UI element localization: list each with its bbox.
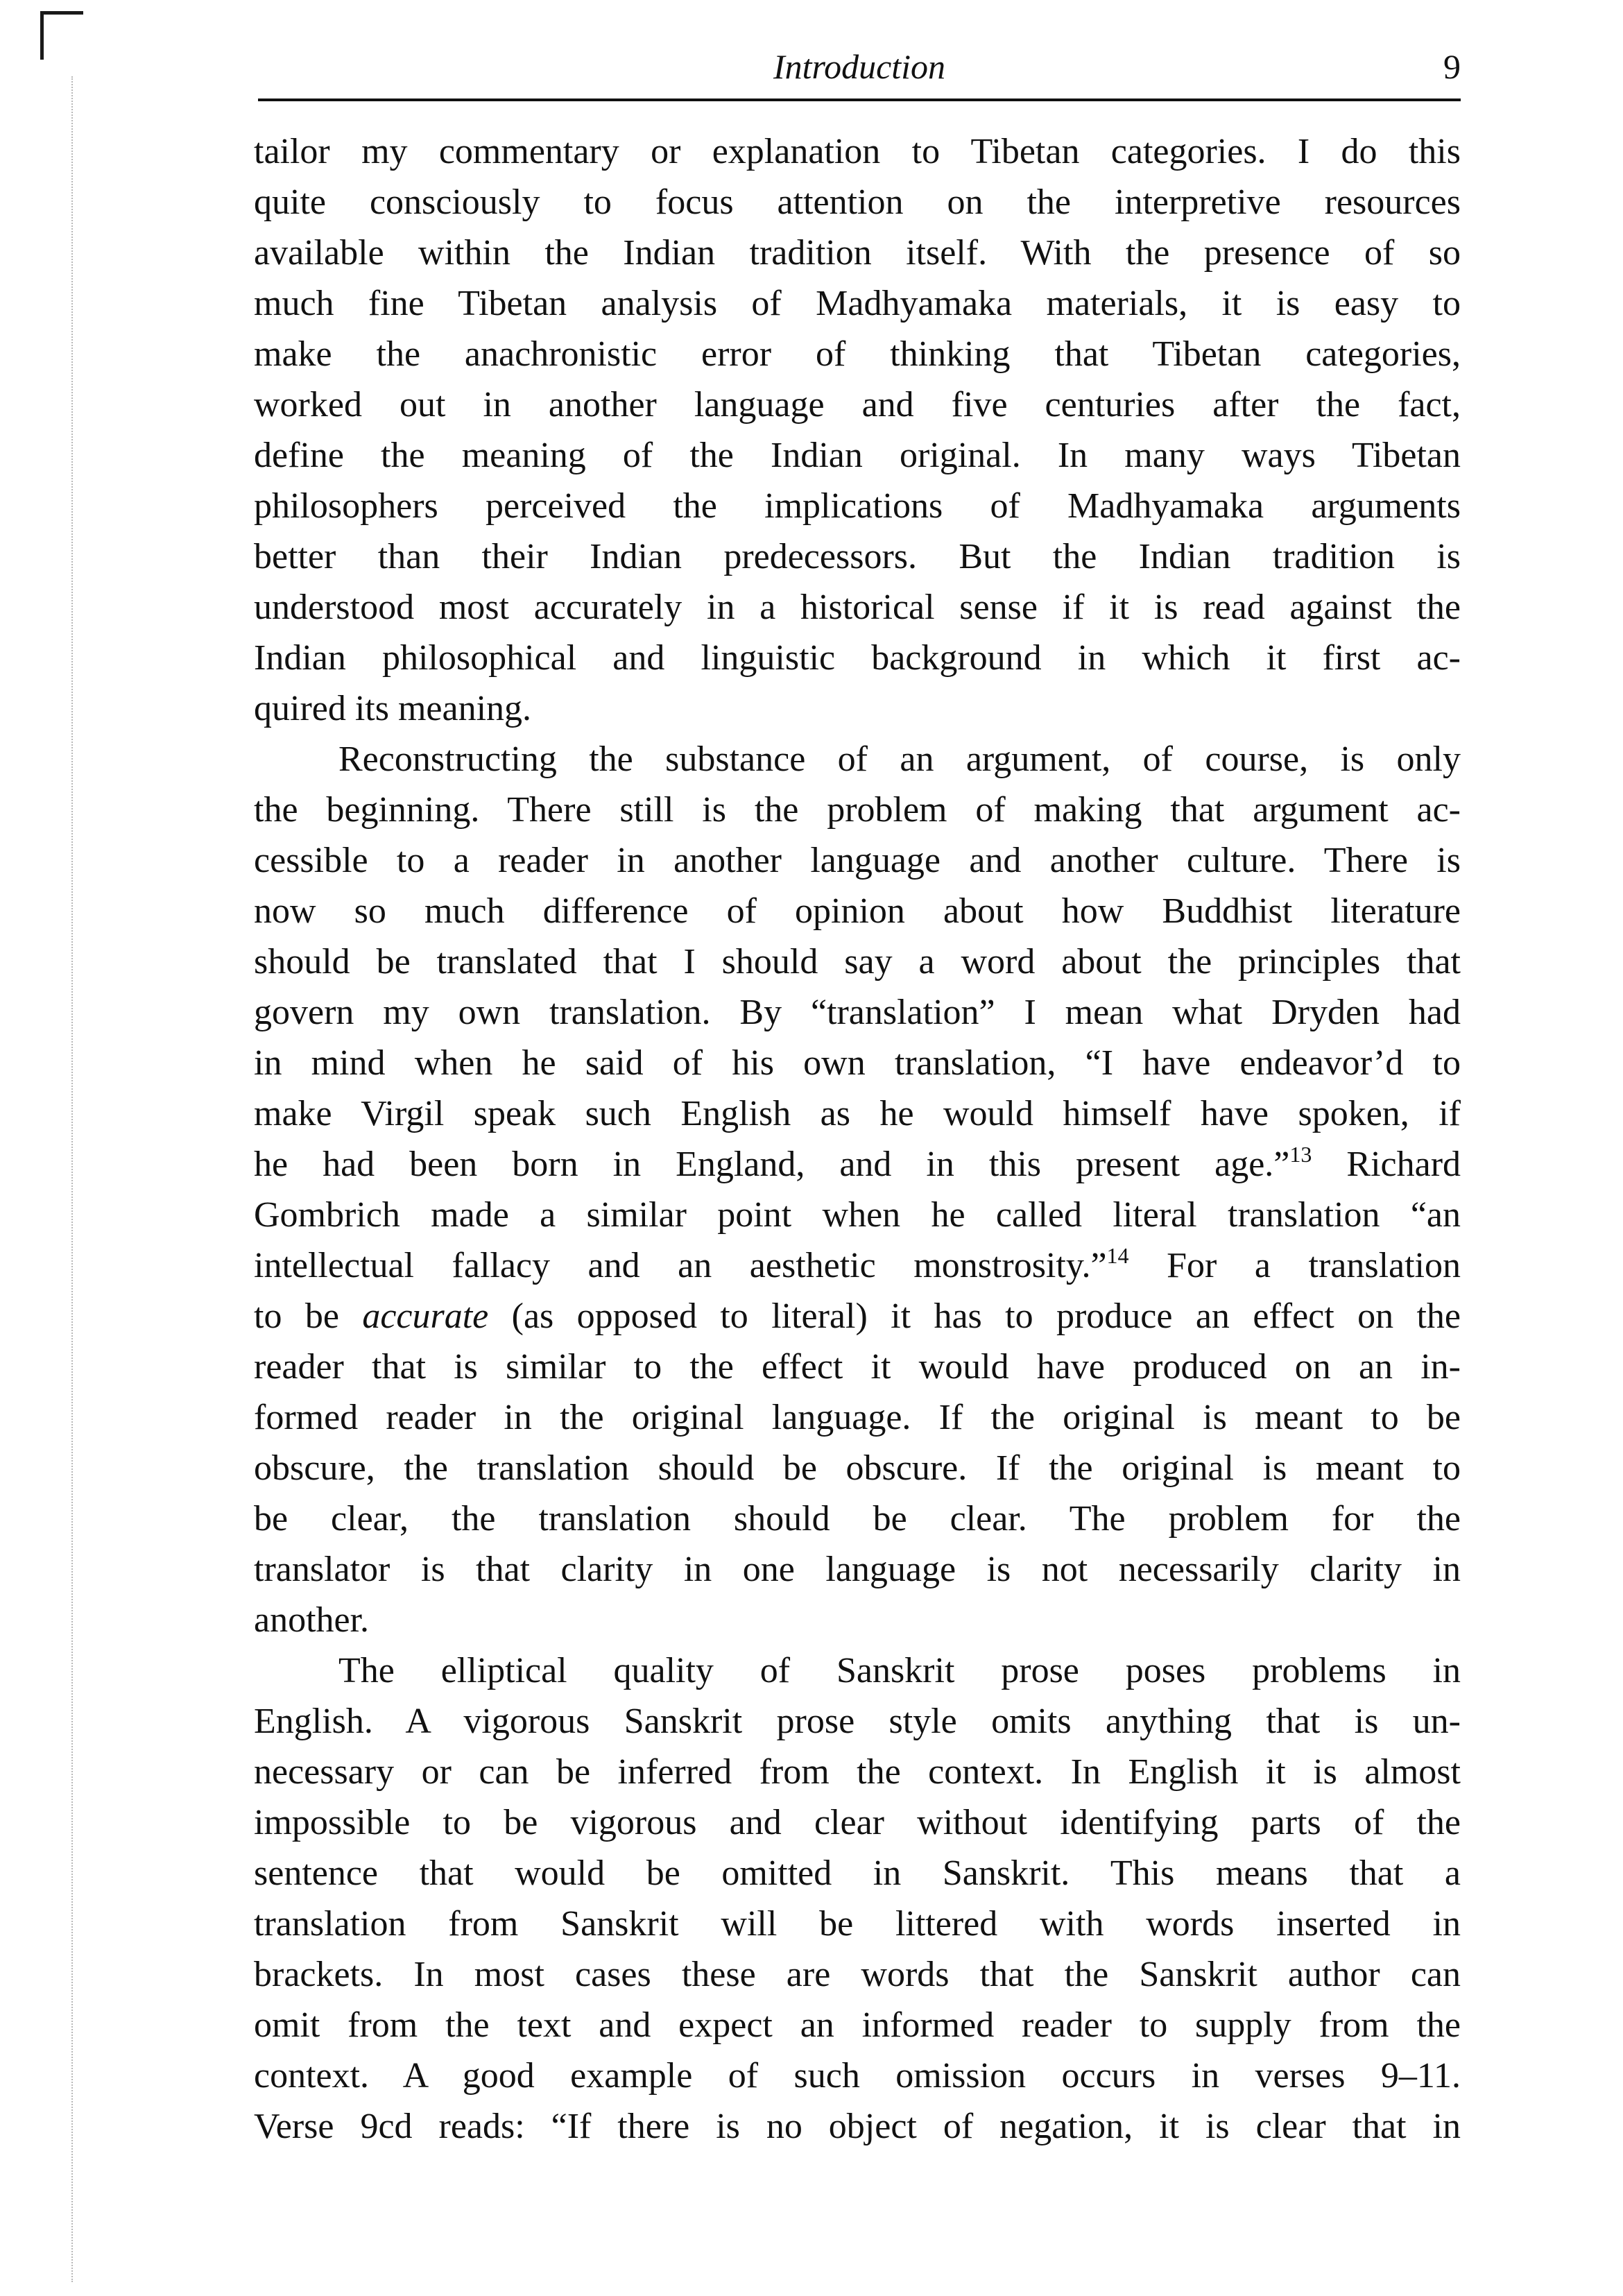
footnote-ref: 13 xyxy=(1289,1142,1312,1167)
text-line-body: he had been born in England, and in this present age.” xyxy=(254,1145,1290,1184)
text-line: another. xyxy=(254,1600,370,1640)
text-line: define the meaning of the Indian original. In many ways Tibetan xyxy=(254,436,1461,475)
text-line: translator is that clarity in one language is not necessarily clarity in xyxy=(254,1550,1461,1589)
paragraph xyxy=(254,1645,1461,2152)
binding-shadow xyxy=(71,76,73,2282)
text-line: better than their Indian predecessors. But the Indian tradition is xyxy=(254,537,1461,576)
paragraph xyxy=(254,734,1461,1645)
text-line: obscure, the translation should be obscure. If the original is meant to xyxy=(254,1448,1461,1488)
running-head: Introduction xyxy=(773,47,946,86)
crop-mark xyxy=(40,11,44,60)
text-line: formed reader in the original language. If the original is meant to be xyxy=(254,1398,1461,1437)
text-line xyxy=(254,1139,1461,1190)
text-line: necessary or can be inferred from the context. In English it is almost xyxy=(254,1752,1461,1792)
text-line: reader that is similar to the effect it would have produced on an in- xyxy=(254,1347,1461,1387)
text-line: should be translated that I should say a word about the principles that xyxy=(254,942,1461,982)
text-line-tail: Richard xyxy=(1312,1145,1461,1184)
body-text xyxy=(254,126,1461,2152)
text-line: make the anachronistic error of thinking that Tibetan categories, xyxy=(254,334,1461,374)
text-line: brackets. In most cases these are words that the Sanskrit author can xyxy=(254,1955,1461,1994)
crop-mark xyxy=(40,11,83,15)
text-line: cessible to a reader in another language and another culture. There is xyxy=(254,841,1461,880)
text-line: English. A vigorous Sanskrit prose style omits anything that is un- xyxy=(254,1702,1461,1741)
text-line-tail: For a translation xyxy=(1128,1246,1461,1285)
paragraph xyxy=(254,126,1461,734)
text-line-tail: (as opposed to literal) it has to produce an effect on the xyxy=(488,1296,1461,1336)
text-line: understood most accurately in a historical sense if it is read against the xyxy=(254,588,1461,627)
text-line xyxy=(254,1240,1461,1291)
text-line: quired its meaning. xyxy=(254,689,532,728)
text-line: now so much difference of opinion about how Buddhist literature xyxy=(254,891,1461,931)
text-line: Indian philosophical and linguistic background in which it first ac- xyxy=(254,638,1461,678)
text-line: tailor my commentary or explanation to Tibetan categories. I do this xyxy=(254,132,1461,171)
text-line-body: to be xyxy=(254,1296,363,1336)
text-line: govern my own translation. By “translation” I mean what Dryden had xyxy=(254,993,1461,1032)
text-line: context. A good example of such omission occurs in verses 9–11. xyxy=(254,2056,1461,2096)
header-rule xyxy=(258,98,1461,101)
text-line: Verse 9cd reads: “If there is no object of negation, it is clear that in xyxy=(254,2107,1461,2146)
text-line: quite consciously to focus attention on the interpretive resources xyxy=(254,182,1461,222)
text-line: translation from Sanskrit will be littered with words inserted in xyxy=(254,1904,1461,1944)
text-line: Reconstructing the substance of an argument, of course, is only xyxy=(338,739,1461,779)
italic-emphasis: accurate xyxy=(362,1296,489,1336)
text-line: much fine Tibetan analysis of Madhyamaka materials, it is easy to xyxy=(254,284,1461,323)
text-line: the beginning. There still is the problem of making that argument ac- xyxy=(254,790,1461,830)
text-line: be clear, the translation should be clear. The problem for the xyxy=(254,1499,1461,1539)
text-line: The elliptical quality of Sanskrit prose poses problems in xyxy=(338,1651,1461,1690)
text-line: omit from the text and expect an informed reader to supply from the xyxy=(254,2005,1461,2045)
text-line: make Virgil speak such English as he would himself have spoken, if xyxy=(254,1094,1461,1133)
text-line: sentence that would be omitted in Sanskrit. This means that a xyxy=(254,1853,1461,1893)
text-line-body: intellectual fallacy and an aesthetic monstrosity.” xyxy=(254,1246,1107,1285)
text-line: worked out in another language and five centuries after the fact, xyxy=(254,385,1461,425)
text-line: Gombrich made a similar point when he called literal translation “an xyxy=(254,1195,1461,1235)
text-line: in mind when he said of his own translation, “I have endeavor’d to xyxy=(254,1043,1461,1083)
page-number: 9 xyxy=(1443,47,1461,86)
footnote-ref: 14 xyxy=(1106,1243,1129,1268)
text-line: impossible to be vigorous and clear without identifying parts of the xyxy=(254,1803,1461,1842)
page-header xyxy=(258,36,1461,100)
text-line: available within the Indian tradition itself. With the presence of so xyxy=(254,233,1461,273)
text-line xyxy=(254,1291,1461,1342)
text-line: philosophers perceived the implications of Madhyamaka arguments xyxy=(254,486,1461,526)
